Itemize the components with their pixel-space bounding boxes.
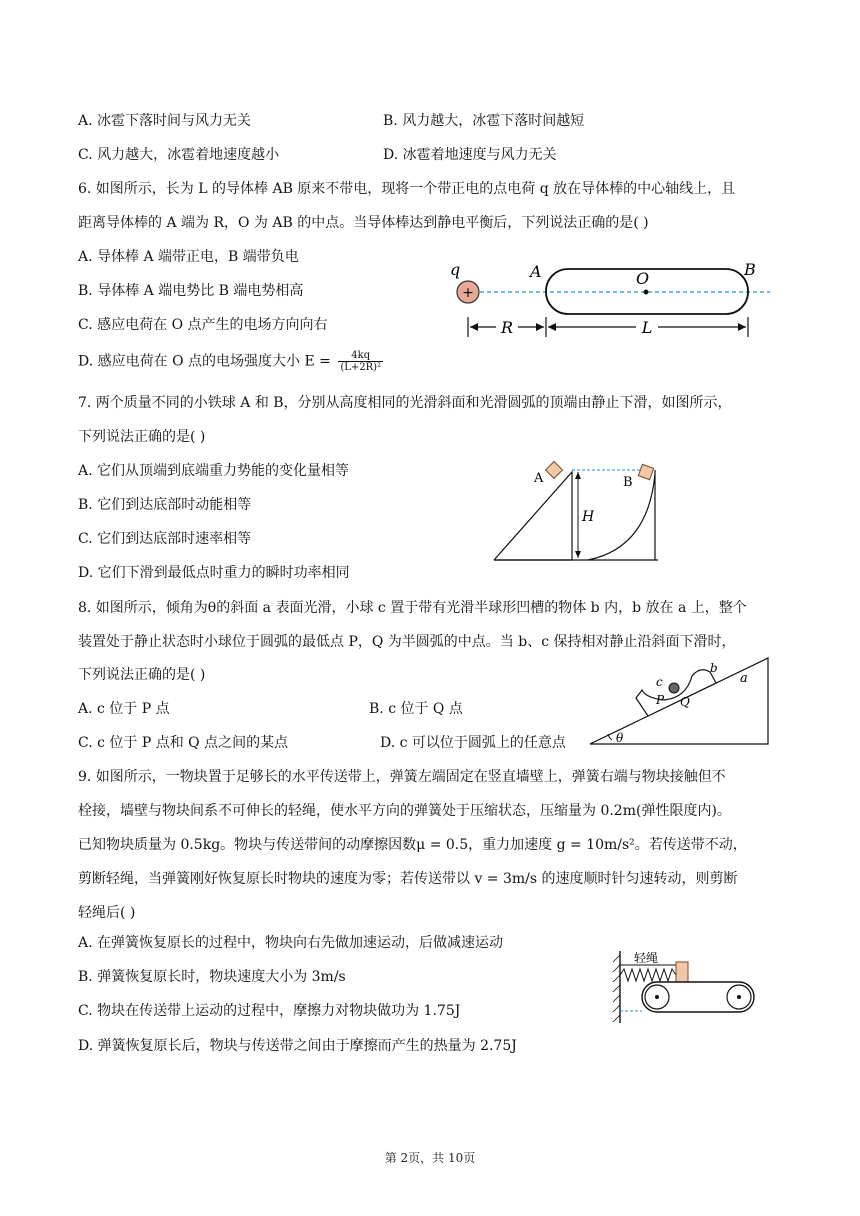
q9-stem-line5: 轻绳后( ): [78, 905, 136, 921]
q7-option-b: B. 它们到达底部时动能相等: [78, 497, 252, 513]
q6-arrow: [536, 323, 544, 331]
q6-fig-plus: +: [462, 285, 474, 301]
page-footer: 第 2页，共 10页: [384, 1151, 476, 1165]
q6-fraction: [338, 350, 383, 373]
q5-option-c: C. 风力越大，冰雹着地速度越小: [78, 147, 280, 163]
q7-arrow: [575, 472, 581, 479]
q6-option-d: [78, 350, 383, 373]
q6-fig-label-q: q: [450, 260, 461, 279]
q6-option-a: A. 导体棒 A 端带正电，B 端带负电: [78, 249, 299, 265]
q6-arrow: [738, 323, 746, 331]
q6-fraction-denominator: (L+2R)²: [340, 362, 382, 373]
q6-arrow: [470, 323, 478, 331]
q7-arrow: [575, 551, 581, 558]
q9-stem-line2: 栓接，墙壁与物块间系不可伸长的轻绳，使水平方向的弹簧处于压缩状态，压缩量为 0.2m(弹性限度内)。: [78, 803, 731, 819]
q6-fraction-numerator: 4kq: [338, 350, 383, 362]
q9-option-c: C. 物块在传送带上运动的过程中，摩擦力对物块做功为 1.75J: [78, 1003, 461, 1019]
q6-fig-label-O: O: [636, 269, 650, 288]
q6-stem-line1: 6. 如图所示，长为 L 的导体棒 AB 原来不带电，现将一个带正电的点电荷 q 放在导体棒的中心轴线上，且: [78, 181, 736, 197]
q8-stem-line2: 装置处于静止状态时小球位于圆弧的最低点 P，Q 为半圆弧的中点。当 b、c 保持相对静止沿斜面下滑时，: [78, 634, 736, 650]
q6-figure: [440, 255, 770, 345]
q7-fig-label-H: H: [582, 509, 595, 525]
q7-option-d: D. 它们下滑到最低点时重力的瞬时功率相同: [78, 565, 350, 581]
q9-option-a: A. 在弹簧恢复原长的过程中，物块向右先做加速运动，后做减速运动: [78, 935, 504, 951]
q9-fig-label-rope: 轻绳: [634, 951, 659, 965]
q8-fig-label-theta: θ: [616, 731, 624, 745]
q8-option-b: B. c 位于 Q 点: [369, 701, 463, 717]
q6-fig-label-A: A: [530, 262, 542, 281]
q9-stem-line4: 剪断轻绳，当弹簧刚好恢复原长时物块的速度为零；若传送带以 v = 3m/s 的速度顺时针匀速转动，则剪断: [78, 871, 738, 887]
q9-stem-line1: 9. 如图所示，一物块置于足够长的水平传送带上，弹簧左端固定在竖直墙壁上，弹簧右端与物块接触但不: [78, 769, 726, 785]
q6-fig-label-L: L: [641, 318, 653, 337]
q6-option-d-prefix: D. 感应电荷在 O 点的电场强度大小 E =: [78, 353, 331, 370]
q8-stem-line1: 8. 如图所示，倾角为θ的斜面 a 表面光滑，小球 c 置于带有光滑半球形凹槽的物体 b 内，b 放在 a 上，整个: [78, 600, 747, 616]
q6-option-b: B. 导体棒 A 端电势比 B 端电势相高: [78, 283, 304, 299]
q8-fig-label-b: b: [710, 661, 718, 675]
q9-option-d: D. 弹簧恢复原长后，物块与传送带之间由于摩擦而产生的热量为 2.75J: [78, 1038, 517, 1054]
q6-fig-label-B: B: [744, 260, 756, 279]
q7-ball-B: [638, 464, 653, 479]
q7-option-c: C. 它们到达底部时速率相等: [78, 531, 252, 547]
q8-fig-label-c: c: [656, 675, 663, 689]
q8-figure: [588, 654, 773, 748]
q8-fig-label-P: P: [656, 693, 665, 707]
q5-option-b: B. 风力越大，冰雹下落时间越短: [383, 113, 585, 129]
q7-figure: [490, 462, 670, 564]
q9-block: [676, 962, 688, 982]
q5-option-d: D. 冰雹着地速度与风力无关: [383, 147, 557, 163]
q6-arrow: [548, 323, 556, 331]
q8-fig-label-a: a: [740, 671, 748, 686]
q7-ball-A: [546, 462, 563, 479]
q9-spring: [620, 969, 676, 981]
q7-incline: [494, 472, 572, 560]
q8-fig-label-Q: Q: [680, 695, 690, 709]
q7-stem-line1: 7. 两个质量不同的小铁球 A 和 B，分别从高度相同的光滑斜面和光滑圆弧的顶端由静止下滑，如图所示，: [78, 395, 732, 411]
q8-option-d: D. c 可以位于圆弧上的任意点: [380, 735, 566, 751]
q7-arc-track: [588, 474, 655, 560]
q7-fig-label-B: B: [623, 475, 633, 490]
q9-pulley-right-axle: [737, 995, 741, 999]
q6-midpoint-O: [644, 290, 649, 295]
q6-fig-label-R: R: [500, 318, 514, 337]
q9-wall-hatch: [613, 955, 620, 1022]
q8-option-a: A. c 位于 P 点: [78, 701, 170, 717]
q7-option-a: A. 它们从顶端到底端重力势能的变化量相等: [78, 463, 350, 479]
q9-pulley-left-axle: [655, 995, 659, 999]
q8-ball-c: [669, 683, 679, 693]
q6-option-c: C. 感应电荷在 O 点产生的电场方向向右: [78, 317, 328, 333]
q9-stem-line3: 已知物块质量为 0.5kg。物块与传送带间的动摩擦因数μ = 0.5，重力加速度 g = 10m/s²。若传送带不动，: [78, 837, 747, 853]
q8-option-c: C. c 位于 P 点和 Q 点之间的某点: [78, 735, 289, 751]
q5-option-a: A. 冰雹下落时间与风力无关: [78, 113, 252, 129]
q6-stem-line2: 距离导体棒的 A 端为 R，O 为 AB 的中点。当导体棒达到静电平衡后，下列说法正确的是( ): [78, 215, 649, 231]
q9-option-b: B. 弹簧恢复原长时，物块速度大小为 3m/s: [78, 969, 346, 985]
q9-figure: [604, 945, 764, 1027]
q7-stem-line2: 下列说法正确的是( ): [78, 429, 206, 445]
q7-fig-label-A: A: [534, 471, 544, 486]
q8-stem-line3: 下列说法正确的是( ): [78, 667, 206, 683]
